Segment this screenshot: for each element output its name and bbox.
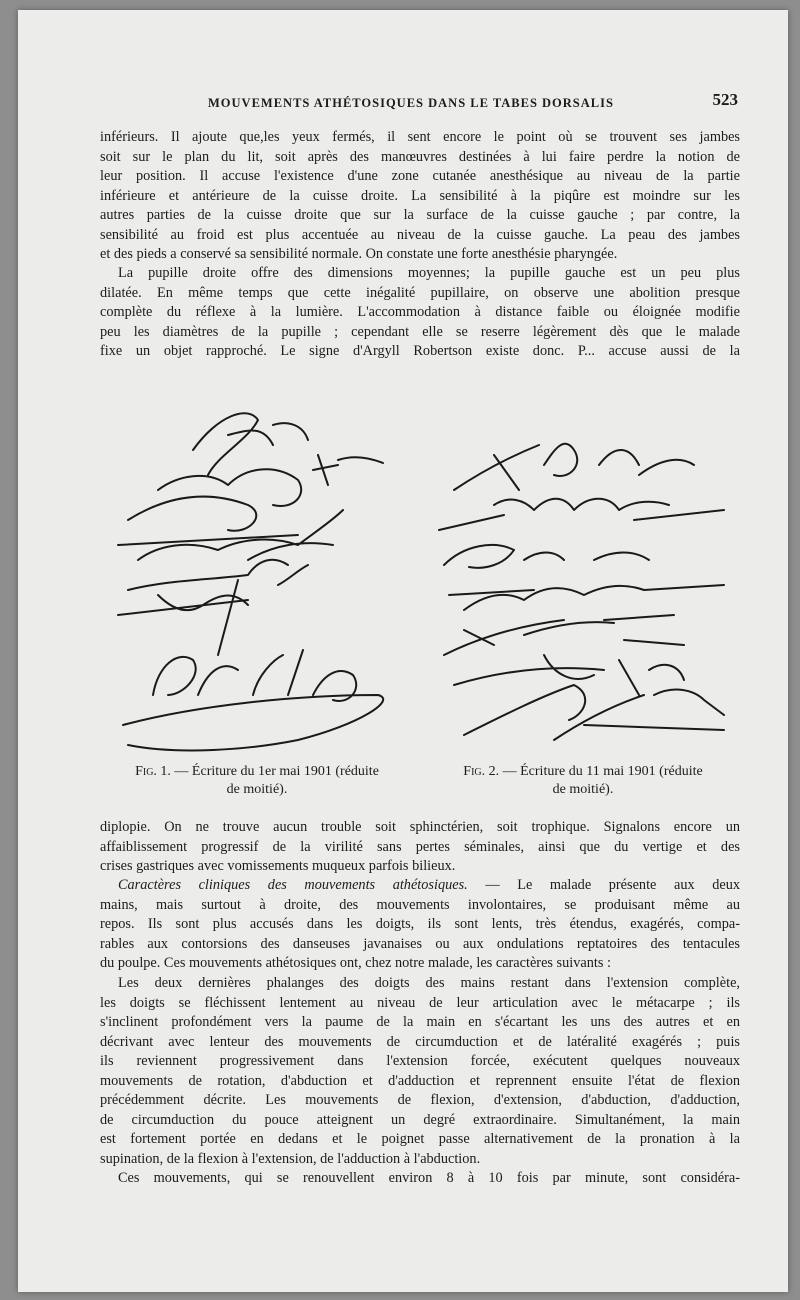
page-number: 523 — [712, 90, 738, 109]
section-heading: Caractères cliniques des mouvements athétosiques. — [118, 877, 468, 893]
paragraph-clinical-features — [100, 876, 740, 974]
text-line: fixe un objet rapproché. Le signe d'Argyll Robertson existe donc. P... accuse aussi de la — [100, 343, 740, 359]
text-line: inférieurs. Il ajoute que,les yeux fermés, il sent encore le point où se trouvent ses jambes — [100, 129, 740, 145]
text-line: sensibilité au froid est plus accentuée au niveau de la cuisse gauche. La peau des jambes — [100, 226, 740, 243]
text-line: peu les diamètres de la pupille ; cependant elle se reserre légèrement dès que le malade — [100, 323, 740, 340]
text-line: diplopie. On ne trouve aucun trouble soit sphinctérien, soit trophique. Signalons encore un — [100, 819, 740, 835]
running-title: MOUVEMENTS ATHÉTOSIQUES DANS LE TABES DORSALIS — [208, 96, 614, 110]
figure-2-caption — [424, 763, 742, 799]
figure-1-caption — [98, 763, 416, 799]
text-line: mouvements de rotation, d'abduction et d'adduction et reprennent ensuite l'état de flexion — [100, 1072, 740, 1089]
book-page — [18, 10, 788, 1292]
figure-1 — [98, 395, 416, 805]
text-line-rest: — Le malade présente aux deux — [467, 877, 740, 893]
text-line: Ces mouvements, qui se renouvellent environ 8 à 10 fois par minute, sont considéra- — [118, 1170, 740, 1186]
text-line: ils reviennent progressivement dans l'extension forcée, exécutent quelques nouveaux — [100, 1053, 740, 1069]
text-line: rables aux contorsions des danseuses javanaises ou aux ondulations reptatoires des tentacules — [100, 935, 740, 952]
text-line: s'inclinent profondément vers la paume de la main en s'écartant les uns des autres et en — [100, 1014, 740, 1030]
figure-2-caption-text: de moitié). — [552, 782, 614, 797]
page-header — [98, 90, 738, 116]
text-line: soit sur le plan du lit, soit après des manœuvres destinées à lui faire perdre la notion de — [100, 148, 740, 165]
figure-1-label: Fig. 1. — [135, 764, 171, 779]
text-line — [100, 876, 740, 896]
handwriting-figures — [98, 395, 742, 805]
figure-2-caption-text: — Écriture du 11 mai 1901 (réduite — [502, 764, 703, 779]
text-line: affaiblissement progressif de la virilité sans pertes séminales, ainsi que du vertige et des — [100, 838, 740, 855]
text-line: mains, mais surtout à droite, des mouvements involontaires, se produisant même au — [100, 896, 740, 913]
paragraph-finger-movements — [100, 974, 740, 1169]
text-line: les doigts se fléchissent lentement au niveau de leur articulation avec le métacarpe ; ils — [100, 994, 740, 1011]
text-line: du poulpe. Ces mouvements athétosiques ont, chez notre malade, les caractères suivants : — [100, 955, 611, 971]
paragraph-frequency — [100, 1169, 740, 1189]
text-line: est fortement portée en dedans et le poignet passe alternativement de la pronation à la — [100, 1131, 740, 1147]
figure-2 — [424, 395, 742, 805]
paragraph-diplopia — [100, 818, 740, 877]
paragraph-pupils — [100, 264, 740, 362]
text-line: dilatée. En même temps que cette inégalité pupillaire, on observe une abolition presque — [100, 284, 740, 301]
text-line: supination, de la flexion à l'extension, de l'adduction à l'abduction. — [100, 1150, 481, 1167]
figure-1-caption-text: de moitié). — [226, 782, 288, 797]
text-line: La pupille droite offre des dimensions moyennes; la pupille gauche est un peu plus — [118, 265, 740, 281]
figure-1-caption-text: — Écriture du 1er mai 1901 (réduite — [174, 764, 379, 779]
text-line: de circumduction du pouce atteignent un degré extraordinaire. Simultanément, la main — [100, 1111, 740, 1128]
paragraph-sensibility — [100, 128, 740, 265]
text-line: Les deux dernières phalanges des doigts des mains restant dans l'extension complète, — [118, 975, 740, 991]
text-line: repos. Ils sont plus accusés dans les doigts, ils sont lents, très étendus, exagérés, compa- — [100, 916, 740, 932]
text-line: complète du réflexe à la lumière. L'accommodation à distance faible ou éloignée modifie — [100, 304, 740, 320]
handwriting-sample-1 — [98, 395, 416, 755]
text-line: autres parties de la cuisse droite que sur la surface de la cuisse gauche ; par contre, la — [100, 207, 740, 223]
text-line: précédemment décrite. Les mouvements de flexion, d'extension, d'abduction, d'adduction, — [100, 1092, 740, 1108]
text-line: leur position. Il accuse l'existence d'une zone cutanée anesthésique au niveau de la partie — [100, 168, 740, 184]
text-line: décrivant avec lenteur des mouvements de circumduction et de latéralité exagérés ; puis — [100, 1033, 740, 1050]
figure-2-label: Fig. 2. — [463, 764, 500, 779]
handwriting-sample-2 — [424, 395, 742, 755]
text-line: crises gastriques avec vomissements muqueux parfois bilieux. — [100, 858, 456, 874]
text-line: et des pieds a conservé sa sensibilité normale. On constate une forte anesthésie pharyngée. — [100, 246, 618, 262]
text-line: inférieure et antérieure de la cuisse droite. La sensibilité à la piqûre est moindre sur les — [100, 187, 740, 204]
